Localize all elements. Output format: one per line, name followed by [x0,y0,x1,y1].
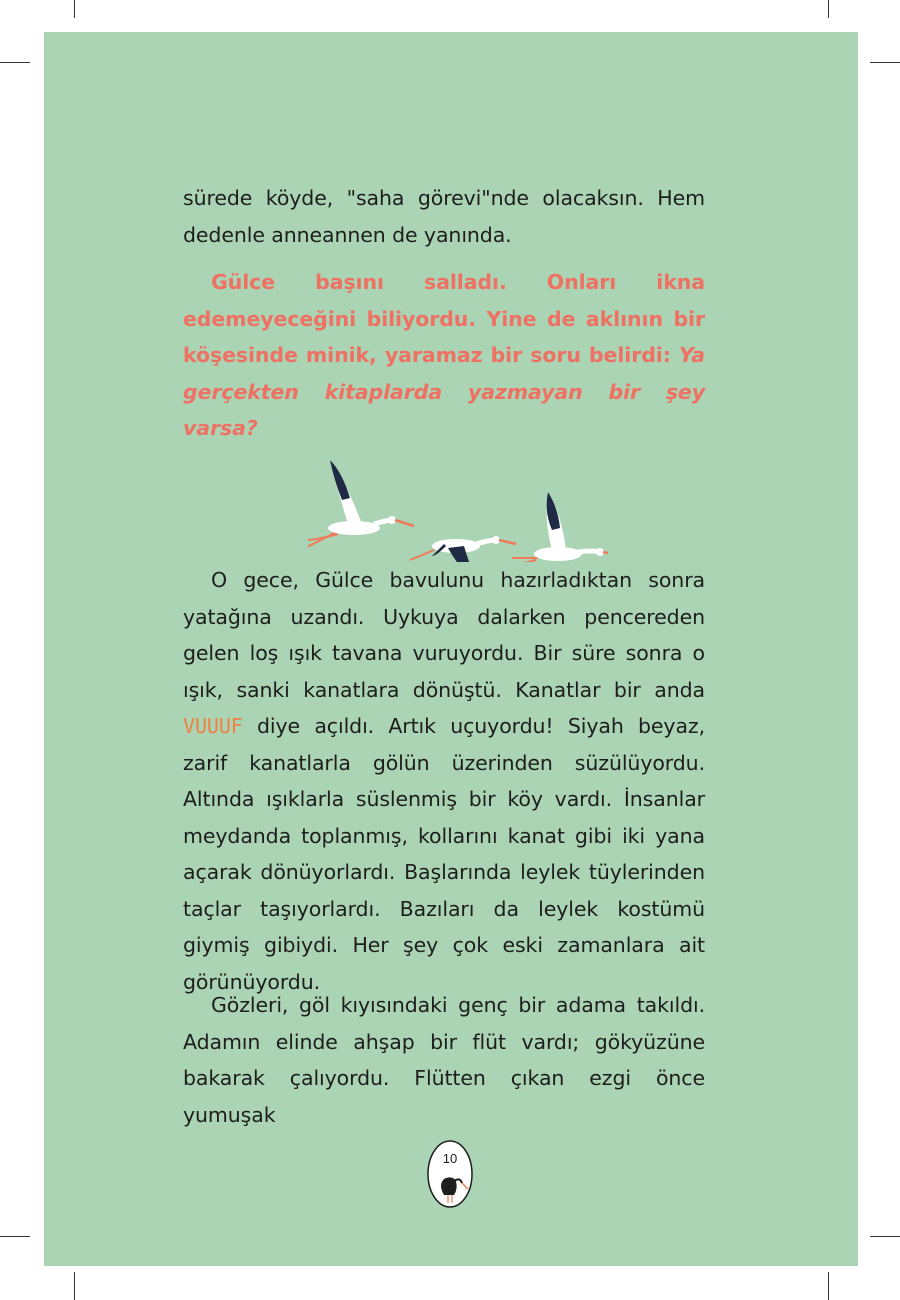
crop-mark [870,1236,900,1237]
paragraph-1 [183,180,705,253]
page-number-badge [426,1139,474,1209]
paragraph-2 [183,264,705,447]
paragraph-3 [183,562,705,1000]
crop-mark [74,1272,75,1300]
paragraph-2-italic: Ya gerçekten kitaplarda yazmayan bir şey varsa? [183,343,705,440]
book-page [44,32,858,1266]
crop-mark [0,62,30,63]
flying-storks-illustration [308,452,608,562]
crop-mark [0,1236,30,1237]
paragraph-4-text: Gözleri, göl kıyısındaki genç bir adama takıldı. Adamın elinde ahşap bir flüt vardı; gökyüzüne bakarak çalıyordu. Flütten çıkan ezgi önce yumuşak [183,993,705,1127]
paragraph-1-text: sürede köyde, "saha görevi"nde olacaksın. Hem dedenle anneannen de yanında. [183,186,705,247]
sound-effect-word: VUUUF [183,714,243,738]
paragraph-2-text [183,264,705,447]
crop-mark [828,1272,829,1300]
page-number: 10 [442,1151,458,1166]
crop-mark [74,0,75,18]
paragraph-3-before: O gece, Gülce bavulunu hazırladıktan sonra yatağına uzandı. Uykuya dalarken pencereden gelen loş ışık tavana vuruyordu. Bir süre sonra o ışık, sanki kanatlara dönüştü. Kanatlar bir anda [183,568,705,702]
paragraph-3-text [183,562,705,1000]
paragraph-2-regular: Gülce başını salladı. Onları ikna edemeyeceğini biliyordu. Yine de aklının bir köşesinde minik, yaramaz bir soru belirdi: [183,270,705,367]
crop-mark [870,62,900,63]
stork-page-number-icon [426,1139,474,1209]
crop-mark [828,0,829,18]
paragraph-3-after: diye açıldı. Artık uçuyordu! Siyah beyaz, zarif kanatlarla gölün üzerinden süzülüyordu. Altında ışıklarla süslenmiş bir köy vardı. İnsanlar meydanda toplanmış, kollarını kanat gibi iki yana açarak dönüyorlardı. Başlarında leylek tüylerinden taçlar taşıyorlardı. Bazıları da leylek kostümü giymiş gibiydi. Her şey çok eski zamanlara ait görünüyordu. [183,714,705,994]
paragraph-4 [183,987,705,1133]
stork-icon [308,460,414,548]
stork-icon [410,536,516,562]
stork-icon [508,492,608,562]
